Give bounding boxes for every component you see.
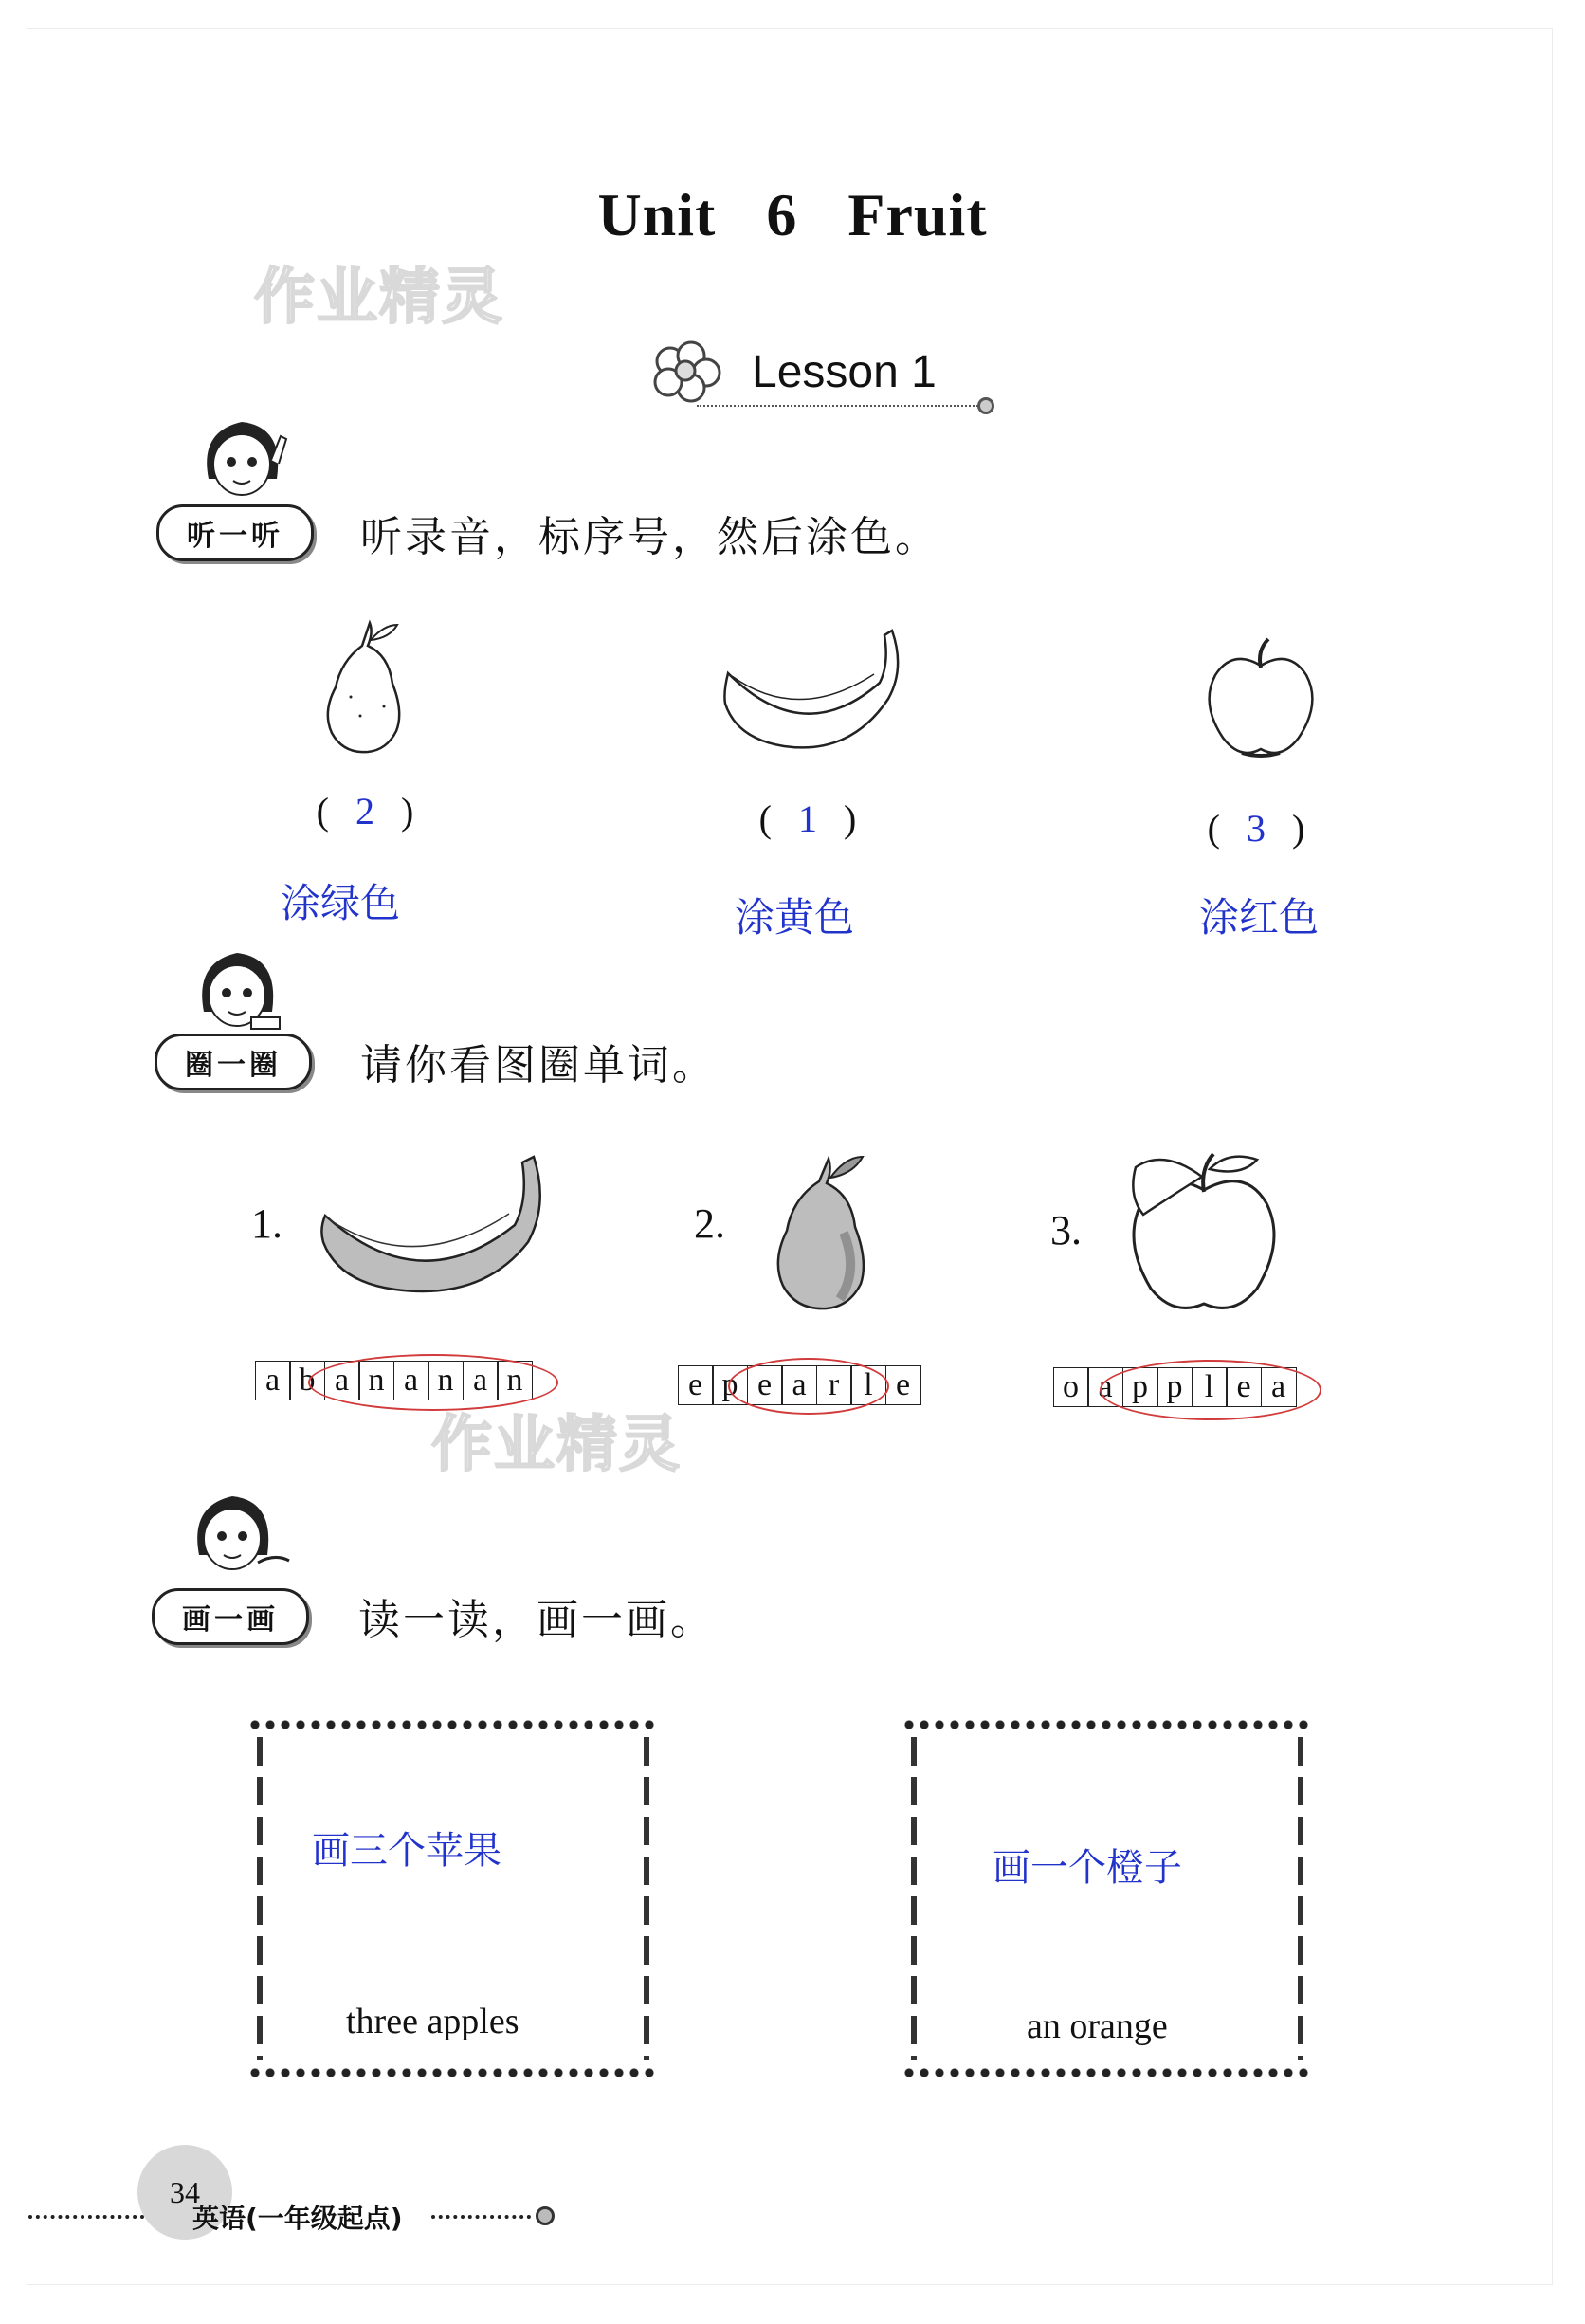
lesson-heading — [649, 337, 1000, 412]
frame-border — [903, 2064, 1311, 2081]
flower-icon — [649, 340, 725, 401]
letter-cell: p — [1157, 1367, 1193, 1407]
color-note: 涂红色 — [1199, 894, 1320, 941]
girl-avatar-icon — [190, 412, 294, 507]
section-badge-listen: 听一听 — [156, 504, 314, 561]
lesson-underline — [697, 405, 981, 407]
letter-cell: a — [255, 1361, 291, 1400]
letter-cell: n — [428, 1361, 464, 1400]
pear-icon — [768, 1138, 896, 1318]
letter-cell: a — [1087, 1367, 1123, 1407]
letter-cell: a — [1261, 1367, 1297, 1407]
letter-cell: p — [712, 1365, 748, 1405]
apple-icon — [1119, 1143, 1289, 1313]
frame-border — [1298, 1737, 1303, 2060]
lesson-dot — [977, 397, 994, 414]
letter-cell: o — [1053, 1367, 1089, 1407]
answer-value: 3 — [1247, 807, 1266, 850]
drawing-note: 画三个苹果 — [312, 1829, 501, 1873]
frame-border — [903, 1716, 1311, 1733]
banana-icon — [720, 621, 910, 744]
girl-avatar-icon — [180, 1487, 294, 1582]
girl-avatar-icon — [185, 943, 289, 1038]
lesson-title: Lesson 1 — [752, 347, 937, 397]
answer-blank: ( 2 ) — [316, 790, 414, 833]
frame-border — [257, 1737, 263, 2060]
letter-cell: e — [1226, 1367, 1262, 1407]
letter-cell: a — [324, 1361, 360, 1400]
frame-border — [644, 1737, 649, 2060]
section-badge-draw: 画一画 — [152, 1588, 309, 1645]
watermark: 作业精灵 — [254, 263, 504, 333]
section-instruction: 读一读，画一画。 — [358, 1596, 715, 1644]
letter-cell: l — [1192, 1367, 1228, 1407]
letter-cell: a — [393, 1361, 429, 1400]
letter-cell: n — [497, 1361, 533, 1400]
answer-blank: ( 1 ) — [758, 797, 857, 840]
section-instruction: 请你看图圈单词。 — [360, 1041, 717, 1089]
frame-border — [249, 2064, 657, 2081]
letter-cell: l — [850, 1365, 886, 1405]
letter-cell: e — [885, 1365, 921, 1405]
answer-circle — [728, 1358, 889, 1415]
drawing-caption: an orange — [1027, 2006, 1168, 2046]
letter-cell: e — [678, 1365, 714, 1405]
letter-cell: p — [1122, 1367, 1158, 1407]
color-note: 涂黄色 — [735, 894, 855, 941]
footer-dot — [536, 2206, 555, 2225]
watermark: 作业精灵 — [431, 1410, 682, 1480]
color-note: 涂绿色 — [281, 880, 401, 926]
footer-dots — [431, 2215, 531, 2219]
section-instruction: 听录音，标序号，然后涂色。 — [360, 513, 939, 561]
answer-circle — [1100, 1360, 1321, 1420]
letter-cell: n — [358, 1361, 394, 1400]
answer-blank: ( 3 ) — [1207, 807, 1305, 850]
apple-icon — [1204, 635, 1318, 759]
answer-circle — [308, 1354, 558, 1411]
drawing-caption: three apples — [346, 2002, 519, 2041]
footer-dots — [28, 2215, 152, 2219]
answer-value: 1 — [798, 797, 817, 840]
answer-value: 2 — [355, 790, 374, 833]
banana-icon — [318, 1149, 545, 1291]
book-title: 英语(一年级起点) — [192, 2203, 403, 2234]
frame-border — [911, 1737, 917, 2060]
section-badge-circle: 圈一圈 — [155, 1034, 312, 1090]
letter-cell: a — [463, 1361, 499, 1400]
letter-cell: r — [816, 1365, 852, 1405]
letter-cell: b — [289, 1361, 325, 1400]
drawing-box[interactable] — [249, 1716, 657, 2081]
item-number: 1. — [251, 1200, 282, 1247]
frame-border — [249, 1716, 657, 1733]
pear-icon — [318, 612, 422, 754]
item-number: 2. — [694, 1200, 725, 1247]
letter-cell: e — [747, 1365, 783, 1405]
item-number: 3. — [1050, 1207, 1082, 1253]
drawing-note: 画一个橙子 — [993, 1846, 1182, 1890]
page-title: Unit 6 Fruit — [597, 181, 988, 248]
page-number: 34 — [137, 2145, 232, 2240]
letter-cell: a — [781, 1365, 817, 1405]
drawing-box[interactable] — [903, 1716, 1311, 2081]
